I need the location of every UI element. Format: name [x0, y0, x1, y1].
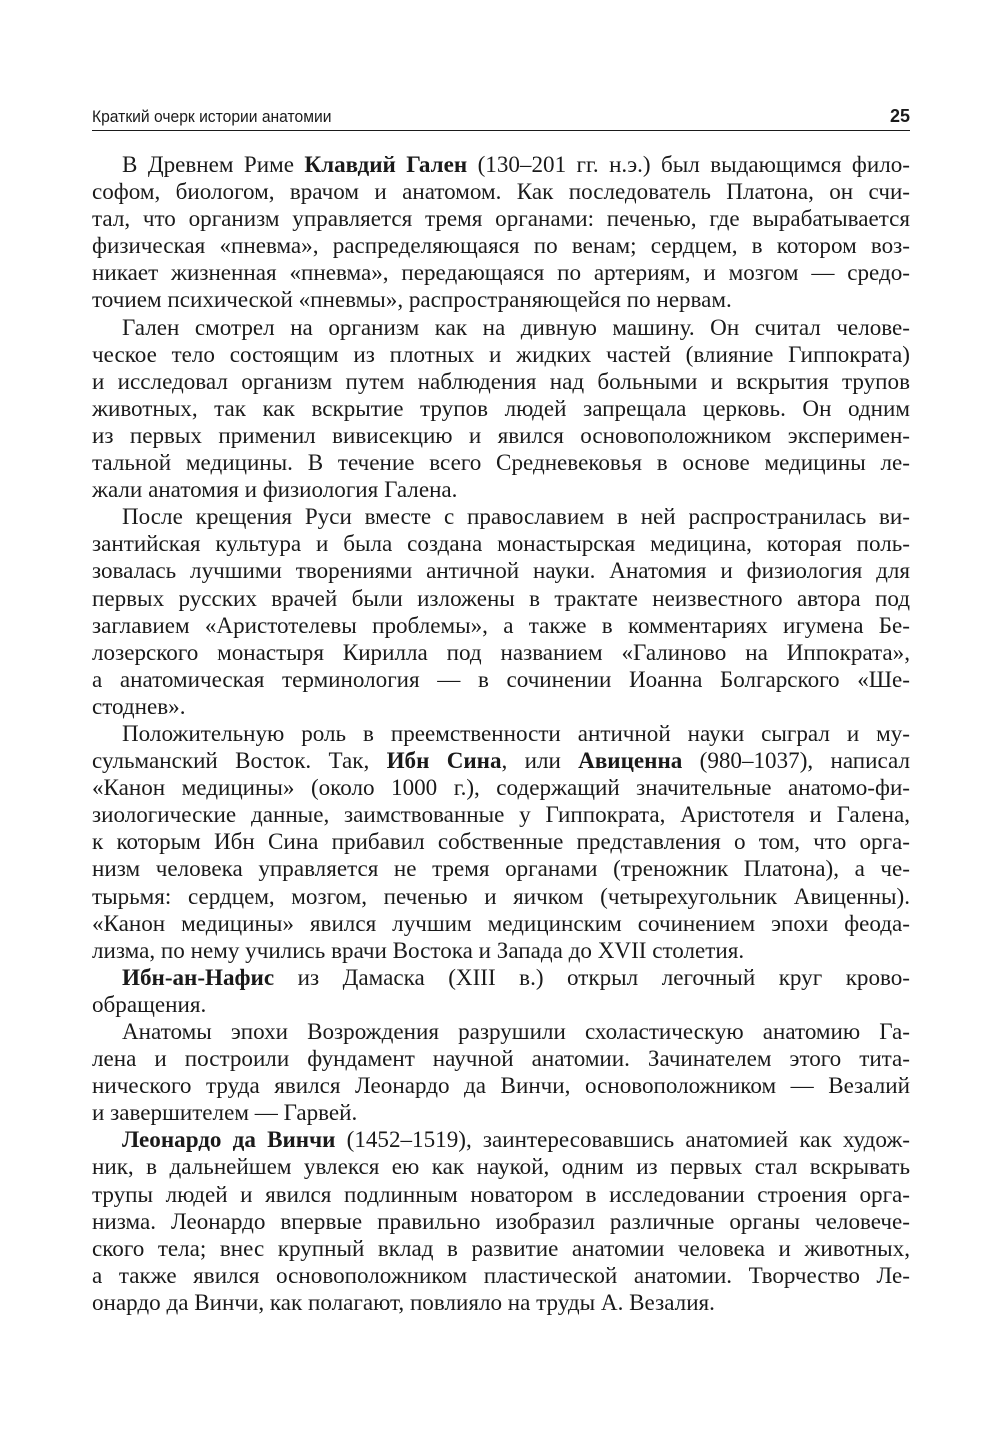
paragraph: [92, 314, 910, 504]
text-segment: лизма, по нему учились врачи Востока и Запада до XVII столетия.: [92, 936, 745, 963]
text-line: [92, 1262, 910, 1289]
bold-term: Клавдий Гален: [304, 151, 468, 177]
text-line: [92, 1289, 910, 1316]
text-segment: онардо да Винчи, как полагают, повлияло на труды А. Везалия.: [92, 1288, 715, 1315]
text-segment: тырьмя: сердцем, мозгом, печенью и яичком (четырехугольник Авиценны).: [92, 882, 910, 909]
text-segment: никает жизненная «пневма», передающаяся по артериям, и мозгом — средо-: [92, 259, 910, 286]
text-line: [92, 1208, 910, 1235]
text-line: [92, 910, 910, 937]
text-segment: ник, в дальнейшем увлекся ею как наукой, одним из первых стал вскрывать: [92, 1153, 910, 1180]
text-line: [92, 449, 910, 476]
text-segment: жали анатомия и физиология Галена.: [92, 476, 458, 503]
text-line: [92, 720, 910, 747]
text-line: [92, 232, 910, 259]
text-line: [92, 395, 910, 422]
paragraph: [92, 151, 910, 314]
bold-term: Ибн-ан-Нафис: [122, 963, 275, 990]
text-segment: ческое тело состоящим из плотных и жидких частей (влияние Гиппократа): [92, 340, 910, 367]
text-segment: «Канон медицины» (около 1000 г.), содержащий значительные анатомо-фи-: [92, 774, 910, 801]
text-segment: а также явился основоположником пластической анатомии. Творчество Ле-: [92, 1261, 910, 1288]
text-line: [92, 1181, 910, 1208]
text-segment: лозерского монастыря Кирилла под названием «Галиново на Иппократа»,: [92, 638, 910, 665]
text-line: [92, 1235, 910, 1262]
text-line: [92, 693, 910, 720]
text-line: [92, 747, 910, 774]
text-line: [92, 1153, 910, 1180]
text-line: [92, 855, 910, 882]
text-segment: тальной медицины. В течение всего Средневековья в основе медицины ле-: [92, 449, 910, 476]
running-head: [92, 106, 910, 131]
text-segment: а анатомическая терминология — в сочинении Иоанна Болгарского «Ше-: [92, 665, 910, 692]
text-line: [92, 314, 910, 341]
paragraph: [92, 503, 910, 720]
text-segment: сульманский Восток. Так,: [92, 747, 387, 774]
text-line: [92, 774, 910, 801]
text-segment: «Канон медицины» явился лучшим медицинским сочинением эпохи феода-: [92, 909, 910, 936]
bold-term: Ибн Сина: [386, 747, 502, 774]
text-segment: ского тела; внес крупный вклад в развитие анатомии человека и животных,: [92, 1234, 910, 1261]
text-line: [92, 1045, 910, 1072]
running-head-title: Краткий очерк истории анатомии: [92, 107, 332, 126]
text-segment: к которым Ибн Сина прибавил собственные представления о том, что орга-: [92, 828, 910, 855]
text-segment: Положительную роль в преемственности античной науки сыграл и му-: [122, 719, 910, 746]
text-line: [92, 1072, 910, 1099]
text-segment: заглавием «Аристотелевы проблемы», а также в комментариях игумена Бе-: [92, 611, 910, 638]
text-line: [92, 964, 910, 991]
text-segment: (1452–1519), заинтересовавшись анатомией как худож-: [335, 1126, 910, 1153]
page-number: 25: [889, 106, 910, 126]
text-segment: (130–201 гг. н.э.) был выдающимся фило-: [467, 151, 910, 177]
body-text: [92, 151, 910, 1316]
paragraph: [92, 720, 910, 964]
text-segment: из первых применил вивисекцию и явился основоположником эксперимен-: [92, 421, 910, 448]
text-line: [92, 476, 910, 503]
paragraph: [92, 1126, 910, 1316]
text-segment: В Древнем Риме: [122, 151, 305, 177]
text-segment: После крещения Руси вместе с православием в ней распространилась ви-: [122, 503, 910, 530]
text-segment: физическая «пневма», распределяющаяся по венам; сердцем, в котором воз-: [92, 232, 910, 259]
text-segment: низм человека управляется не тремя органами (треножник Платона), а че-: [92, 855, 910, 882]
text-line: [92, 612, 910, 639]
text-segment: и завершителем — Гарвей.: [92, 1099, 358, 1126]
text-line: [92, 937, 910, 964]
text-line: [92, 503, 910, 530]
text-segment: зовалась лучшими творениями античной науки. Анатомия и физиология для: [92, 557, 910, 584]
text-segment: трупы людей и явился подлинным новатором в исследовании строения орга-: [92, 1180, 910, 1207]
text-segment: , или: [501, 747, 579, 774]
text-segment: низма. Леонардо впервые правильно изобразил различные органы человече-: [92, 1207, 910, 1234]
text-line: [92, 991, 910, 1018]
text-line: [92, 530, 910, 557]
bold-term: Авиценна: [578, 747, 683, 774]
text-segment: лена и построили фундамент научной анатомии. Зачинателем этого тита-: [92, 1045, 910, 1072]
text-segment: софом, биологом, врачом и анатомом. Как последователь Платона, он счи-: [92, 178, 910, 205]
text-line: [92, 883, 910, 910]
text-segment: стоднев».: [92, 692, 186, 719]
text-segment: нического труда явился Леонардо да Винчи, основоположником — Везалий: [92, 1072, 910, 1099]
text-line: [92, 178, 910, 205]
text-line: [92, 1126, 910, 1153]
paragraph: [92, 1018, 910, 1126]
text-segment: Гален смотрел на организм как на дивную машину. Он считал челове-: [122, 313, 910, 340]
text-line: [92, 801, 910, 828]
text-line: [92, 828, 910, 855]
text-line: [92, 422, 910, 449]
text-line: [92, 557, 910, 584]
text-segment: животных, так как вскрытие трупов людей запрещала церковь. Он одним: [92, 394, 910, 421]
text-segment: зиологические данные, заимствованные у Гиппократа, Аристотеля и Галена,: [92, 801, 910, 828]
text-segment: (980–1037), написал: [682, 747, 910, 774]
text-segment: из Дамаска (XIII в.) открыл легочный круг крово-: [274, 963, 910, 990]
text-line: [92, 1018, 910, 1045]
text-line: [92, 259, 910, 286]
text-line: [92, 666, 910, 693]
text-line: [92, 639, 910, 666]
text-segment: зантийская культура и была создана монастырская медицина, которая поль-: [92, 530, 910, 557]
text-line: [92, 286, 910, 313]
bold-term: Леонардо да Винчи: [122, 1126, 336, 1153]
text-segment: тал, что организм управляется тремя органами: печенью, где вырабатывается: [92, 205, 910, 232]
text-segment: обращения.: [92, 990, 207, 1017]
text-line: [92, 151, 910, 178]
text-segment: и исследовал организм путем наблюдения над больными и вскрытия трупов: [92, 367, 910, 394]
text-line: [92, 205, 910, 232]
text-line: [92, 341, 910, 368]
text-line: [92, 368, 910, 395]
paragraph: [92, 964, 910, 1018]
text-segment: Анатомы эпохи Возрождения разрушили схоластическую анатомию Га-: [122, 1018, 910, 1044]
text-segment: точием психической «пневмы», распространяющейся по нервам.: [92, 286, 732, 313]
text-segment: первых русских врачей были изложены в трактате неизвестного автора под: [92, 584, 910, 611]
text-line: [92, 585, 910, 612]
text-line: [92, 1099, 910, 1126]
